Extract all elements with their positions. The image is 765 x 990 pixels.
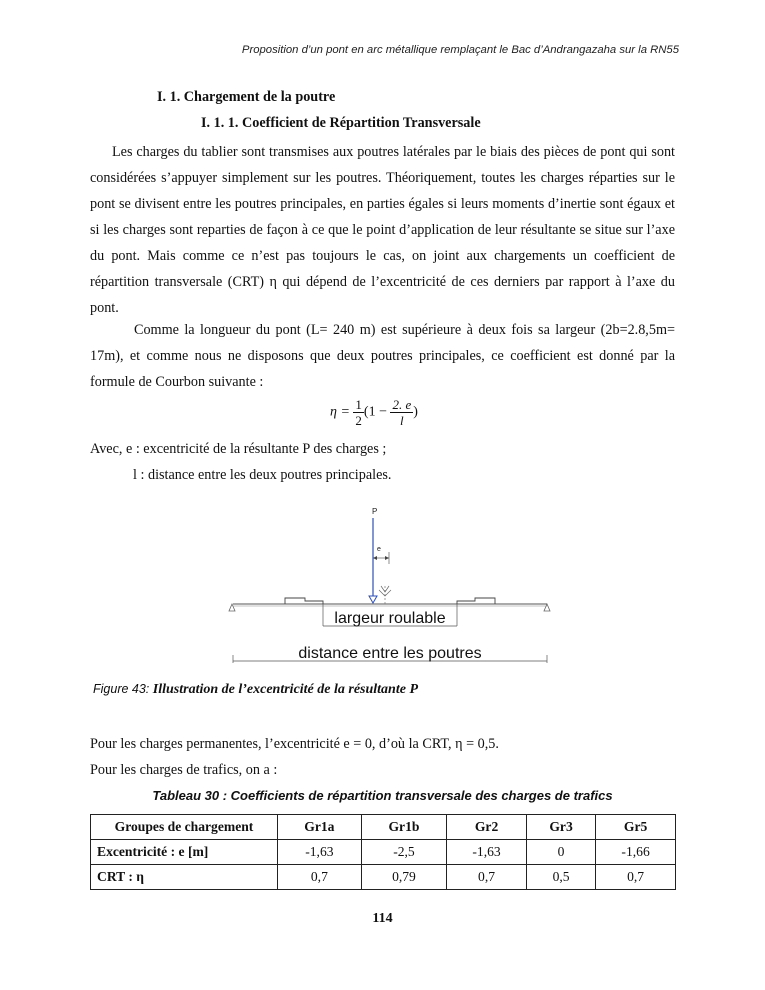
table-row-label: CRT : η bbox=[91, 865, 278, 890]
table-caption: Tableau 30 : Coefficients de répartition transversale des charges de trafics bbox=[152, 788, 613, 803]
crt-table bbox=[90, 814, 676, 890]
page-number: 114 bbox=[372, 911, 393, 926]
table-cell: 0,79 bbox=[361, 865, 446, 890]
formula-half-num: 1 bbox=[355, 397, 362, 412]
figure-caption-label: Figure 43: bbox=[93, 682, 150, 696]
subsection-heading: I. 1. 1. Coefficient de Répartition Transversale bbox=[201, 115, 481, 131]
formula-fraction bbox=[390, 397, 413, 428]
table-cell: -1,66 bbox=[596, 840, 676, 865]
table-cell: 0 bbox=[526, 840, 595, 865]
formula-half bbox=[353, 397, 364, 428]
table-header-cell: Gr2 bbox=[447, 815, 527, 840]
table-header-cell: Gr1b bbox=[361, 815, 446, 840]
formula-frac-num: 2. e bbox=[392, 397, 412, 412]
formula-close: ) bbox=[413, 404, 418, 420]
figure-caption-text: Illustration de l’excentricité de la résultante P bbox=[152, 682, 418, 697]
table-cell: 0,5 bbox=[526, 865, 595, 890]
courbon-formula bbox=[330, 397, 418, 428]
figure-caption bbox=[93, 682, 418, 698]
table-row bbox=[91, 840, 676, 865]
avec-line: Avec, e : excentricité de la résultante P des charges ; bbox=[90, 441, 387, 457]
table-cell: -1,63 bbox=[278, 840, 362, 865]
table-header-cell: Gr3 bbox=[526, 815, 595, 840]
table-header-cell: Groupes de chargement bbox=[91, 815, 278, 840]
table-cell: 0,7 bbox=[596, 865, 676, 890]
table-row-label: Excentricité : e [m] bbox=[91, 840, 278, 865]
label-e: e bbox=[377, 546, 381, 553]
trafic-loads-line: Pour les charges de trafics, on a : bbox=[90, 762, 278, 778]
e-arrow-left bbox=[373, 556, 377, 560]
label-largeur-roulable: largeur roulable bbox=[334, 610, 446, 627]
left-support-triangle bbox=[229, 604, 235, 611]
formula-frac-den: l bbox=[400, 413, 404, 428]
label-p: P bbox=[372, 507, 378, 516]
eccentricity-figure bbox=[225, 500, 555, 670]
formula-half-den: 2 bbox=[355, 413, 362, 428]
paragraph-crt-intro: Les charges du tablier sont transmises aux poutres latérales par le biais des pièces de pont qui sont considérées s’appuyer simplement sur les poutres. Théoriquement, toutes les charges réparties sur le pont se divisent entre les poutres principales, en parties égales si leurs moments d’inertie sont égaux et si les charges sont reparties de façon à ce que le point d’application de leur résultante se situe sur l’axe du pont. Mais comme ce n’est pas toujours le cas, on joint aux chargements un coefficient de répartition transversale (CRT) η qui dépend de l’excentricité de ces derniers par rapport à l’axe du pont. bbox=[90, 144, 675, 316]
table-cell: -2,5 bbox=[361, 840, 446, 865]
right-support-triangle bbox=[544, 604, 550, 611]
table-cell: 0,7 bbox=[278, 865, 362, 890]
e-arrow-right bbox=[385, 556, 389, 560]
table-header-cell: Gr5 bbox=[596, 815, 676, 840]
section-heading: I. 1. Chargement de la poutre bbox=[157, 89, 336, 105]
right-curb bbox=[457, 598, 495, 604]
avec-line-l: l : distance entre les deux poutres principales. bbox=[133, 467, 392, 483]
permanent-loads-line: Pour les charges permanentes, l’excentricité e = 0, d’où la CRT, η = 0,5. bbox=[90, 736, 499, 752]
formula-lhs: η = bbox=[330, 404, 350, 420]
table-cell: -1,63 bbox=[447, 840, 527, 865]
table-header-cell: Gr1a bbox=[278, 815, 362, 840]
table-cell: 0,7 bbox=[447, 865, 527, 890]
left-curb bbox=[285, 598, 323, 604]
table-row bbox=[91, 865, 676, 890]
paragraph-courbon: Comme la longueur du pont (L= 240 m) est supérieure à deux fois sa largeur (2b=2.8,5m= 17m), et comme nous ne disposons que deux poutres principales, ce coefficient est donné par la formule de Courbon suivante : bbox=[90, 322, 675, 390]
load-arrow-head bbox=[369, 596, 377, 603]
table-header-row bbox=[91, 815, 676, 840]
page-header: Proposition d’un pont en arc métallique remplaçant le Bac d’Andrangazaha sur la RN55 bbox=[241, 44, 679, 56]
formula-open: (1 − bbox=[363, 404, 387, 420]
label-distance-poutres: distance entre les poutres bbox=[298, 645, 482, 662]
